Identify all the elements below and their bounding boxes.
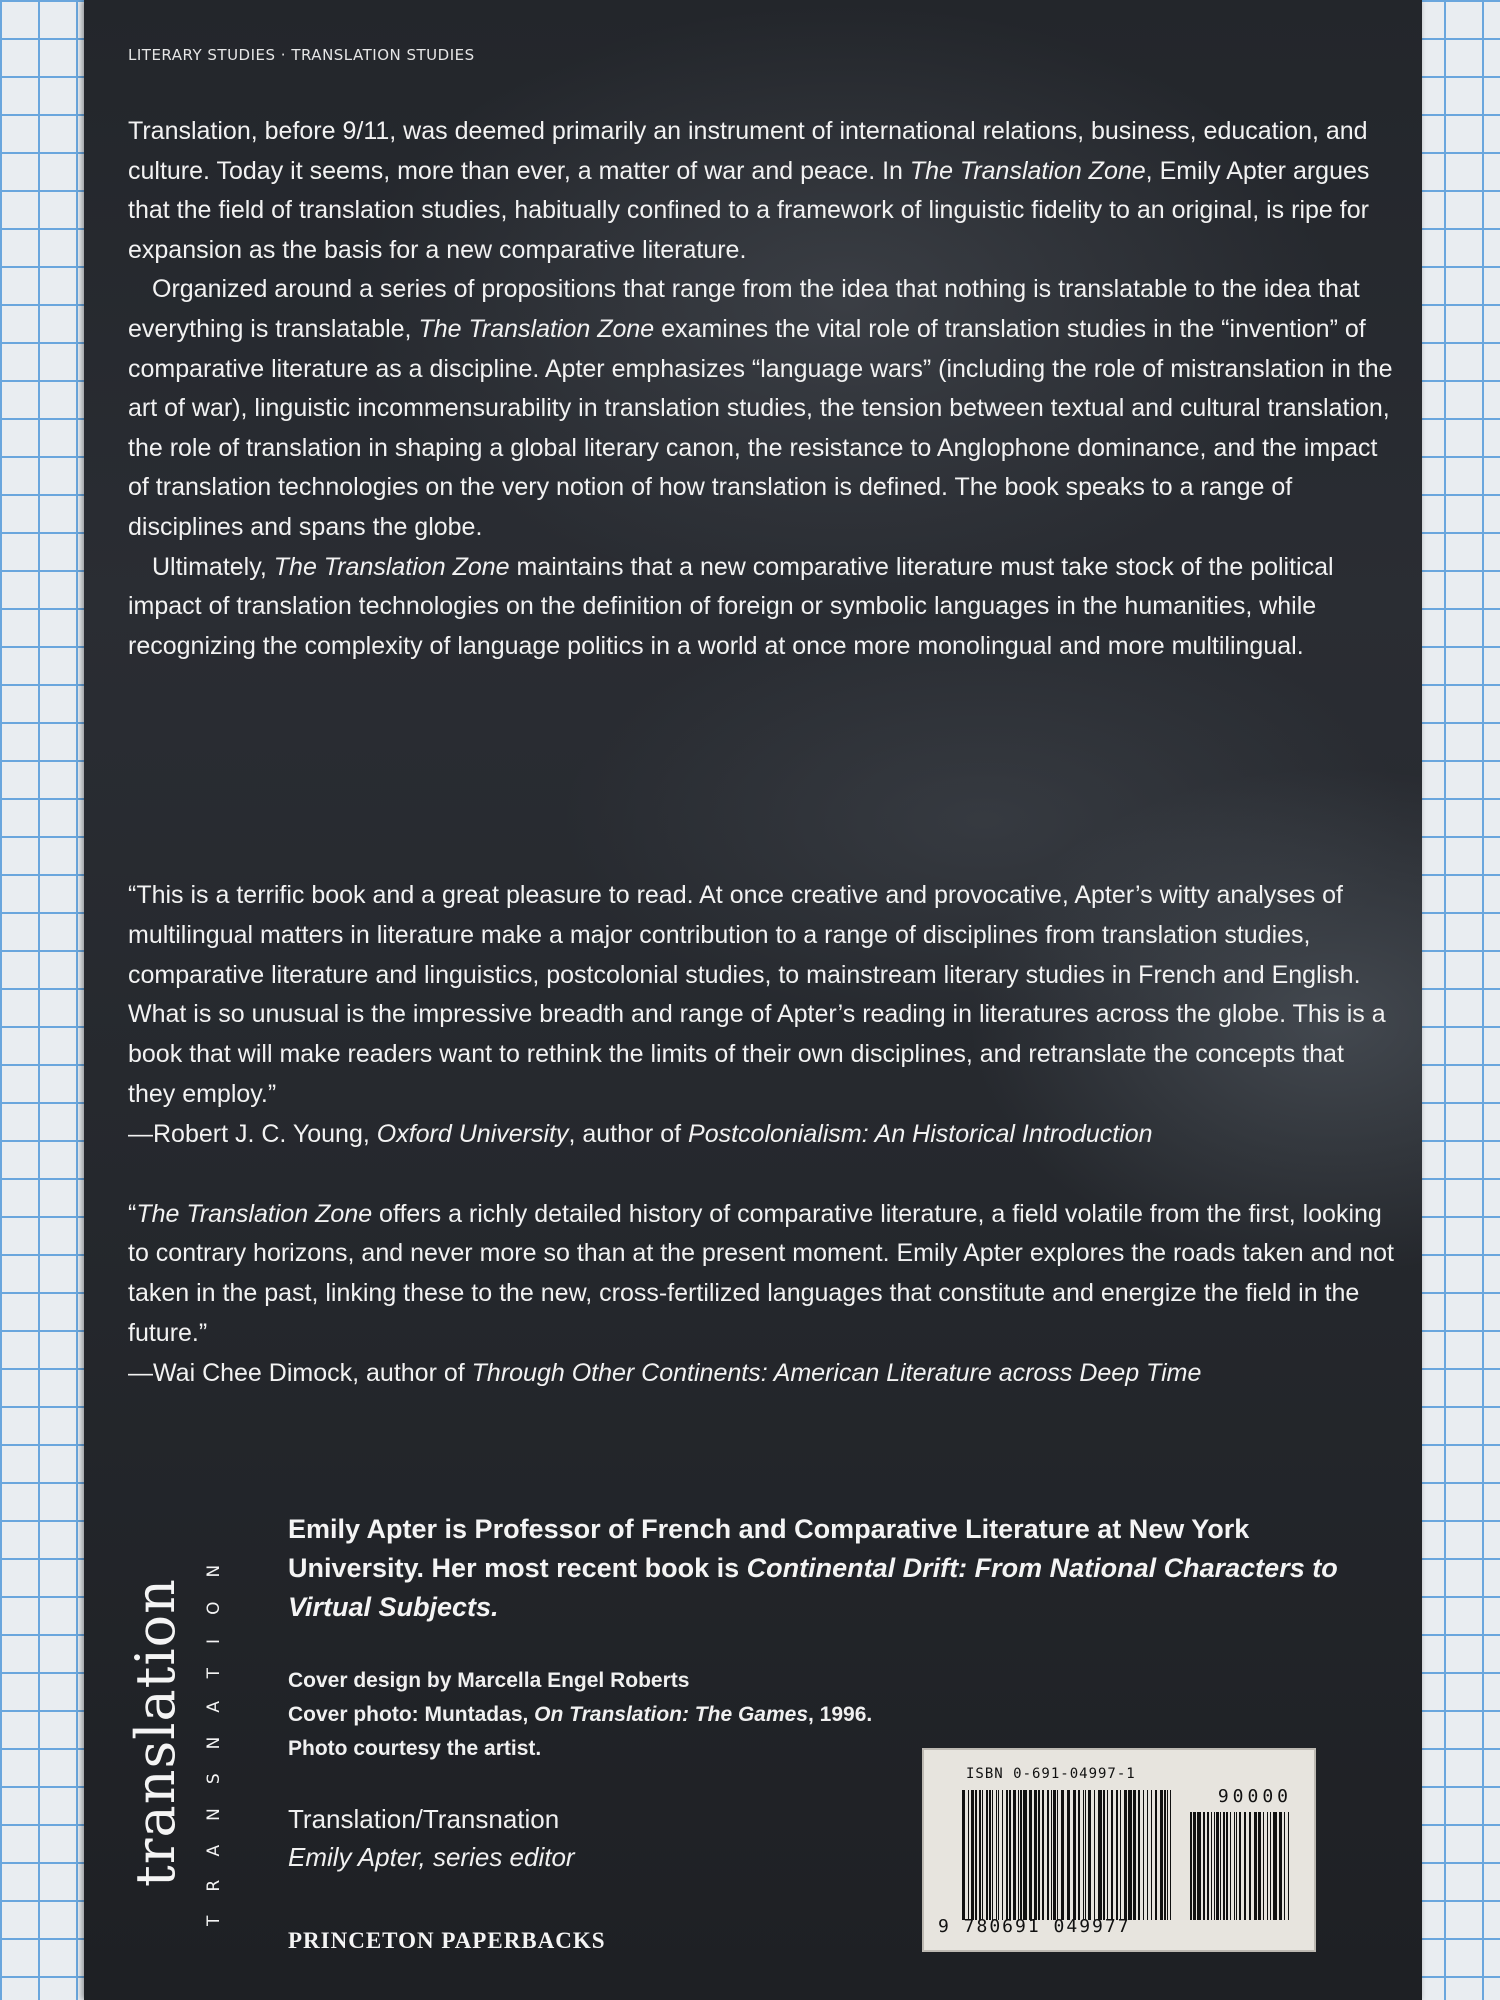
price-code: 90000: [1217, 1786, 1292, 1807]
barcode-bar: [1236, 1812, 1237, 1920]
barcode-bar: [1107, 1790, 1108, 1920]
barcode-bar: [1116, 1790, 1118, 1920]
series-logo-main: translation: [124, 1578, 187, 1888]
barcode-bar: [1207, 1812, 1209, 1920]
barcode-main-bars: [962, 1790, 1172, 1920]
barcode-bar: [1034, 1790, 1037, 1920]
book-back-cover: [84, 0, 1422, 2000]
barcode-bar: [1067, 1790, 1070, 1920]
barcode-bar: [1120, 1790, 1121, 1920]
barcode-bar: [1042, 1790, 1044, 1920]
barcode-bar: [1170, 1790, 1171, 1920]
description-paragraph-3: [128, 548, 1398, 667]
barcode-bar: [1111, 1790, 1113, 1920]
barcode-bar: [1020, 1790, 1022, 1920]
series-logo: [124, 1508, 264, 1958]
series-info: [288, 1800, 888, 1876]
barcode-bar: [1230, 1812, 1231, 1920]
barcode-bar: [1197, 1812, 1201, 1920]
barcode-bar: [1244, 1812, 1246, 1920]
barcode-bar: [1124, 1790, 1127, 1920]
barcode-bar: [1047, 1790, 1049, 1920]
barcode-bar: [962, 1790, 965, 1920]
cover-photo-b: , 1996.: [808, 1703, 873, 1726]
barcode-bar: [1220, 1812, 1221, 1920]
author-bio-book: Continental Drift: From National Characters to Virtual Subjects.: [288, 1553, 1338, 1622]
barcode-bar: [971, 1790, 974, 1920]
barcode-bar: [998, 1790, 999, 1920]
barcode-bar: [1013, 1790, 1016, 1920]
barcode-bar: [979, 1790, 981, 1920]
endorsement-dimock-attribution: [128, 1354, 1398, 1394]
young-book: Postcolonialism: An Historical Introduction: [688, 1119, 1153, 1148]
barcode-bar: [1051, 1790, 1052, 1920]
barcode-bar: [1073, 1790, 1076, 1920]
barcode-bar: [1160, 1790, 1163, 1920]
description-p3-text-b: maintains that a new comparative literature must take stock of the political impact of translation technologies on the definition of foreign or symbolic languages in the humanities, while recognizing the complexity of language politics in a world at once more monolingual and more multilingual.: [128, 552, 1334, 660]
endorsement-young: [128, 876, 1398, 1155]
author-bio-text: Emily Apter is Professor of French and Comparative Literature at New York University. Her most recent book is: [288, 1514, 1250, 1583]
publisher-name: PRINCETON PAPERBACKS: [288, 1928, 606, 1953]
barcode-bar: [1164, 1790, 1166, 1920]
barcode-bar: [968, 1790, 969, 1920]
barcode-bar: [1078, 1790, 1080, 1920]
barcode-bar: [1288, 1812, 1289, 1920]
barcode-bar: [1249, 1812, 1251, 1920]
dimock-text: offers a richly detailed history of comparative literature, a field volatile from the first, looking to contrary horizons, and never more so than at the present moment. Emily Apter explores the roads taken and not taken in the past, linking these to the new, cross-fertilized languages that constitute and energize the field in the future.”: [128, 1199, 1394, 1347]
barcode-bar: [1151, 1790, 1152, 1920]
barcode-bar: [1226, 1812, 1228, 1920]
barcode-bar: [1203, 1812, 1205, 1920]
barcode-bar: [1211, 1812, 1212, 1920]
endorsements: [128, 876, 1398, 1434]
cover-credits: [288, 1664, 988, 1766]
barcode-bar: [989, 1790, 991, 1920]
barcode-bar: [1143, 1790, 1144, 1920]
description-p1-text-a: Translation, before 9/11, was deemed primarily an instrument of international relations, business, education, and culture. Today it seems, more than ever, a matter of war and peace. In: [128, 117, 1368, 185]
barcode-digits: 9 780691 049977: [938, 1916, 1131, 1937]
cover-photo-credit: [288, 1698, 988, 1732]
description-paragraph-1: [128, 112, 1398, 270]
barcode-bar: [1009, 1790, 1011, 1920]
barcode-bar: [1061, 1790, 1064, 1920]
dimock-open-quote: “: [128, 1199, 137, 1228]
barcode-bar: [1006, 1790, 1008, 1920]
barcode-bar: [1094, 1790, 1095, 1920]
endorsement-dimock-text: [128, 1195, 1398, 1354]
dimock-book: Through Other Continents: American Literature across Deep Time: [471, 1358, 1202, 1387]
barcode-bar: [1053, 1790, 1056, 1920]
barcode-bar: [1098, 1790, 1102, 1920]
barcode-bar: [1167, 1790, 1168, 1920]
barcode-bar: [1088, 1790, 1091, 1920]
isbn-number: ISBN 0-691-04997-1: [966, 1766, 1136, 1782]
description-p1-text-b: , Emily Apter argues that the field of translation studies, habitually confined to a framework of linguistic fidelity to an original, is ripe for expansion as the basis for a new comparative literature.: [128, 156, 1370, 264]
barcode-bar: [1023, 1790, 1027, 1920]
barcode-bar: [1155, 1790, 1157, 1920]
barcode-bar: [1270, 1812, 1271, 1920]
barcode-bar: [1085, 1790, 1086, 1920]
description-p1-title: The Translation Zone: [909, 156, 1146, 185]
barcode-bar: [1258, 1812, 1261, 1920]
barcode-bar: [1057, 1790, 1058, 1920]
barcode-bar: [975, 1790, 977, 1920]
description-paragraph-2: [128, 270, 1398, 547]
barcode-bar: [982, 1790, 983, 1920]
barcode-bar: [1239, 1812, 1241, 1920]
barcode-bar: [1214, 1812, 1215, 1920]
barcode-bar: [1267, 1812, 1268, 1920]
series-logo-sub: TRANSNATION: [204, 1540, 224, 1926]
barcode-bar: [1128, 1790, 1132, 1920]
dimock-title: The Translation Zone: [136, 1199, 373, 1228]
young-mid: , author of: [568, 1119, 689, 1148]
author-bio: [288, 1510, 1388, 1627]
cover-photo-a: Cover photo: Muntadas,: [288, 1703, 535, 1726]
description-p3-title: The Translation Zone: [273, 552, 510, 581]
young-institution: Oxford University: [376, 1119, 569, 1148]
cover-design-credit: Cover design by Marcella Engel Roberts: [288, 1669, 690, 1692]
young-name: —Robert J. C. Young,: [128, 1119, 377, 1148]
description: [128, 112, 1398, 666]
endorsement-dimock: [128, 1195, 1398, 1394]
barcode-bar: [996, 1790, 997, 1920]
barcode-bar: [992, 1790, 993, 1920]
barcode-bar: [1038, 1790, 1040, 1920]
barcode-bar: [1273, 1812, 1277, 1920]
dimock-name: —Wai Chee Dimock, author of: [128, 1358, 472, 1387]
barcode-bar: [1018, 1790, 1019, 1920]
barcode-bar: [1133, 1790, 1136, 1920]
barcode-bar: [1002, 1790, 1003, 1920]
description-p2-text-b: examines the vital role of translation studies in the “invention” of comparative literature as a discipline. Apter emphasizes “language wars” (including the role of mistranslation in the art of war), linguistic incommensurability in translation studies, the tension between textual and cultural translation, the role of translation in shaping a global literary canon, the resistance to Anglophone dominance, and the impact of translation technologies on the very notion of how translation is defined. The book speaks to a range of disciplines and spans the globe.: [128, 314, 1393, 541]
barcode-bar: [1190, 1812, 1192, 1920]
barcode-bar: [1193, 1812, 1196, 1920]
barcode-bar: [1147, 1790, 1148, 1920]
barcode-addon-bars: [1190, 1812, 1290, 1920]
description-p2-title: The Translation Zone: [418, 314, 655, 343]
barcode-bar: [986, 1790, 988, 1920]
description-p2-text-a: Organized around a series of propositions that range from the idea that nothing is translatable to the idea that everything is translatable,: [128, 275, 1360, 343]
barcode-bar: [1279, 1812, 1282, 1920]
cover-photo-work: On Translation: The Games: [534, 1703, 809, 1726]
barcode-bar: [1029, 1790, 1032, 1920]
series-name: Translation/Transnation: [288, 1804, 560, 1834]
barcode-bar: [1138, 1790, 1140, 1920]
isbn-barcode: [922, 1748, 1316, 1952]
photo-courtesy: Photo courtesy the artist.: [288, 1737, 542, 1760]
category-tagline: LITERARY STUDIES · TRANSLATION STUDIES: [128, 46, 475, 64]
barcode-bar: [1216, 1812, 1219, 1920]
barcode-bar: [1263, 1812, 1264, 1920]
barcode-bar: [1083, 1790, 1084, 1920]
barcode-bar: [1103, 1790, 1105, 1920]
endorsement-young-attribution: [128, 1115, 1398, 1155]
barcode-bar: [1284, 1812, 1285, 1920]
series-editor: Emily Apter, series editor: [288, 1842, 575, 1872]
barcode-bar: [1223, 1812, 1225, 1920]
barcode-bar: [1234, 1812, 1235, 1920]
description-p3-text-a: Ultimately,: [152, 552, 274, 581]
barcode-bar: [1254, 1812, 1257, 1920]
endorsement-young-text: “This is a terrific book and a great pleasure to read. At once creative and provocative, Apter’s witty analyses of multilingual matters in literature make a major contribution to a range of disciplines from translation studies, comparative literature and linguistics, postcolonial studies, to mainstream literary studies in French and English. What is so unusual is the impressive breadth and range of Apter’s reading in literatures across the globe. This is a book that will make readers want to rethink the limits of their own disciplines, and retranslate the concepts that they employ.”: [128, 881, 1386, 1108]
